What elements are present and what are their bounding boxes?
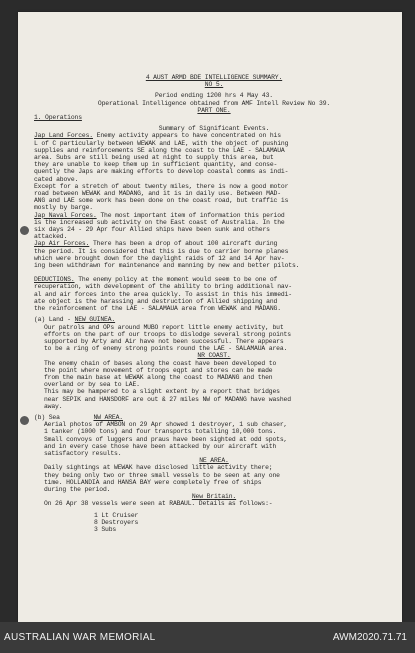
sea-line: Aerial photos of AMBON on 29 Apr showed 1 destroyer, 1 sub chaser, xyxy=(44,421,288,429)
land-heading xyxy=(34,316,394,323)
nr-coast-line: overland or by sea to LAE. xyxy=(44,381,140,389)
jap-air-paragraph xyxy=(34,240,394,247)
sea-label: (b) Sea xyxy=(34,413,60,421)
land-line: to be a ring of enemy strong points round the LAE - SALAMAUA area. xyxy=(44,345,288,353)
deductions-line: ate object is the harassing and destruction of Allied shipping and xyxy=(34,297,278,305)
jap-naval-label: Jap Naval Forces. xyxy=(34,211,97,219)
nr-coast-line: The enemy chain of bases along the coast have been developed to xyxy=(44,359,277,367)
section-title: 1. Operations xyxy=(34,114,82,122)
summary-heading: Summary of Significant Events. xyxy=(158,125,270,133)
jap-naval-line: is the increased sub activity on the East coast of Australia. In the xyxy=(34,218,285,226)
jap-air-line: There has been a drop of about 100 aircraft during xyxy=(92,240,278,248)
jap-land-line: Except for a stretch of about twenty miles, there is now a good motor xyxy=(34,182,289,190)
jap-land-line: road between WEWAK and MADANG, and it is in daily use. Between MAD- xyxy=(34,190,281,198)
punch-hole xyxy=(20,416,29,425)
jap-air-line: ing been withdrawn for maintenance and manning by new and better pilots. xyxy=(34,262,300,270)
jap-land-line: they are unable to keep them up in sufficient quantity, and conse- xyxy=(34,161,278,169)
jap-land-label: Jap Land Forces. xyxy=(34,132,93,140)
deductions-line: the reinforcement of the LAE - SALAMAUA area from WEWAK and MADANG. xyxy=(34,305,281,313)
land-line: Our patrols and OPs around MUBO report little enemy activity, but xyxy=(44,323,284,331)
deductions-line: al and air forces into the area quickly. To assist in this his immedi- xyxy=(34,290,292,298)
land-line: supported by Arty and Air have not been successful. There appears xyxy=(44,337,284,345)
nr-coast-line: away. xyxy=(44,402,63,410)
ne-area-line: Daily sightings at WEWAK have disclosed little activity there; xyxy=(44,464,273,472)
jap-air-label: Jap Air Forces. xyxy=(34,240,90,248)
ne-area-heading: NE AREA. xyxy=(199,457,229,465)
deductions-line: recuperation, with development of the ability to bring additional nav- xyxy=(34,283,292,291)
jap-land-line: supplies and reinforcements SE along the coast to the LAE - SALAMAUA xyxy=(34,146,285,154)
doc-source: Operational Intelligence obtained from AMF Intell Review No 39. xyxy=(97,99,331,107)
archive-footer xyxy=(0,622,415,653)
ne-area-line: time. HOLLANDIA and HANSA BAY were completely free of ships xyxy=(44,478,262,486)
jap-land-line: area. Subs are still being used at night to supply this area, but xyxy=(34,154,274,162)
jap-air-line: the period. It is considered that this is due to carrier borne planes xyxy=(34,247,289,255)
jap-naval-line: The most important item of information this period xyxy=(100,211,285,219)
ne-area-line: they being only two or three small vessels to be seen at any one xyxy=(44,471,280,479)
doc-period: Period ending 1200 hrs 4 May 43. xyxy=(155,92,273,100)
jap-land-line: cated above. xyxy=(34,175,79,183)
jap-land-line: quently the Japs are making efforts to develop coastal comms as indi- xyxy=(34,168,289,176)
sea-line: 1 tanker (1000 tons) and four transports totalling 10,000 tons. xyxy=(44,428,277,436)
doc-title: 4 AUST ARMD BDE INTELLIGENCE SUMMARY. xyxy=(145,74,283,81)
nr-coast-heading: NR COAST. xyxy=(197,352,231,360)
deductions-line: The enemy policy at the moment would seem to be one of xyxy=(78,276,278,284)
nr-coast-line: from the main base at WEWAK along the coast to MADANG and then xyxy=(44,373,273,381)
footer-institution: AUSTRALIAN WAR MEMORIAL xyxy=(4,632,156,643)
new-britain-heading: New Britain. xyxy=(191,493,237,501)
land-line: efforts on the part of our troops to dislodge several strong points xyxy=(44,330,291,338)
sea-line: and in every case those have been attacked by our aircraft with xyxy=(44,442,277,450)
doc-number: NO 5. xyxy=(204,81,224,89)
jap-naval-paragraph xyxy=(34,212,394,219)
new-britain-line: On 26 Apr 38 vessels were seen at RABAUL. Details as follows:- xyxy=(44,500,273,508)
jap-land-line: mostly by barge. xyxy=(34,204,93,212)
vessel-list-item: 8 Destroyers xyxy=(94,518,139,526)
doc-part: PART ONE. xyxy=(197,106,231,114)
jap-land-line: L of C particularly between WEWAK and LAE, with the object of pushing xyxy=(34,139,289,147)
vessel-list-item: 3 Subs xyxy=(94,525,117,533)
document-body xyxy=(34,74,394,533)
deductions-label: DEDUCTIONS. xyxy=(34,276,75,284)
nr-coast-line: the point where movement of troops eqpt and stores can be made xyxy=(44,366,273,374)
nr-coast-line: This may be hampered to a slight extent by a report that bridges xyxy=(44,388,280,396)
jap-land-paragraph xyxy=(34,132,394,139)
nr-coast-line: near SEPIK and HANSDORF are out & 27 miles NW of MADANG have washed xyxy=(44,395,291,403)
land-label: (a) Land - xyxy=(34,316,71,324)
jap-naval-line: six days 24 - 29 Apr four Allied ships have been sunk and others xyxy=(34,226,270,234)
jap-land-line: Enemy activity appears to have concentrated on his xyxy=(96,132,281,140)
vessel-list-item: 1 Lt Cruiser xyxy=(94,511,139,519)
sea-line: satisfactory results. xyxy=(44,449,122,457)
sea-line: Small convoys of luggers and praus have been sighted at odd spots, xyxy=(44,435,288,443)
jap-land-line: ANG and LAE some work has been done on the coast road, but traffic is xyxy=(34,197,289,205)
jap-naval-line: attacked. xyxy=(34,233,68,241)
footer-accession-number: AWM2020.71.71 xyxy=(332,632,407,643)
sea-heading xyxy=(34,414,394,421)
document-page xyxy=(18,12,402,622)
sea-subheading: NW AREA. xyxy=(93,413,123,421)
ne-area-line: during the period. xyxy=(44,485,111,493)
deductions-paragraph xyxy=(34,276,394,283)
land-subheading: NEW GUINEA. xyxy=(74,316,116,324)
punch-hole xyxy=(20,226,29,235)
jap-air-line: which were brought down for the daylight raids of 12 and 14 Apr hav- xyxy=(34,254,285,262)
